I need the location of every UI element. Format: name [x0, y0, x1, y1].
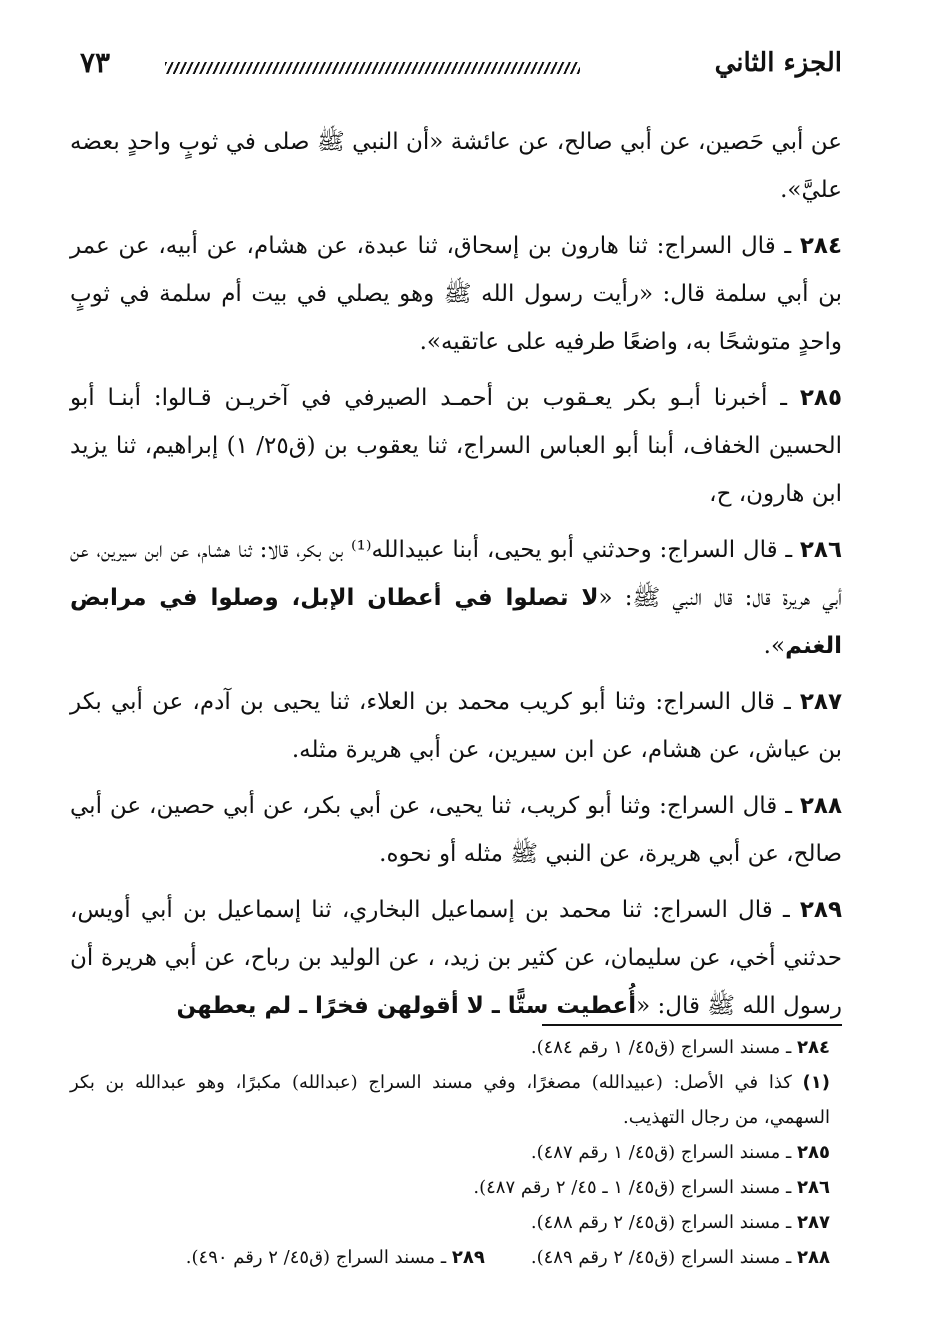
footnote-number: ٢٨٥ [797, 1142, 830, 1163]
footnote-number: ٢٨٩ [451, 1247, 485, 1268]
hadith-text: ـ أخبرنا أبـو بكر يعـقوب بن أحمـد الصيرفي في آخريـن قـالوا: أبنـا أبو الحسين الخفاف، أبنا أبو العباس السراج، ثنا يعقوب بن (ق٢٥/ ١) إبراهيم، ثنا يزيد ابن هارون، ح، [70, 385, 843, 507]
hadith-paragraph [70, 678, 842, 774]
footnote-text: كذا في الأصل: (عبيدالله) مصغرًا، وفي مسند السراج (عبدالله) مكبرًا، وهو عبدالله بن بكر السهمي، من رجال التهذيب. [70, 1072, 830, 1128]
footnote [70, 1170, 830, 1205]
hadith-text: ـ قال السراج: وحدثني أبو يحيى، أبنا عبيدالله⁽¹⁾ بن بكر، قالا: ثنا هشام، عن ابن سيرين، عن أبي هريرة قال: قال النبي ﷺ: « [70, 537, 842, 611]
hadith-text: عن أبي حَصين، عن أبي صالح، عن عائشة «أن النبي ﷺ صلى في ثوبٍ واحدٍ بعضه عليَّ». [70, 129, 842, 203]
hadith-text: ـ قال السراج: وثنا أبو كريب، ثنا يحيى، عن أبي بكر، عن أبي حصين، عن أبي صالح، عن أبي هريرة، عن النبي ﷺ مثله أو نحوه. [70, 793, 842, 867]
hadith-paragraph [70, 886, 842, 1030]
footnote [70, 1065, 830, 1135]
hadith-paragraph [70, 222, 842, 366]
page-number: ٧٣ [80, 46, 111, 79]
footnote-text: ـ مسند السراج (ق٤٥/ ٢ رقم ٤٨٨). [530, 1212, 798, 1233]
hadith-number: ٢٨٧ [799, 689, 842, 715]
footnote [70, 1205, 830, 1240]
footnote [70, 1135, 830, 1170]
footnote-number: (١) [802, 1072, 830, 1093]
hadith-number: ٢٨٦ [799, 537, 843, 563]
footnote-text: ـ مسند السراج (ق٤٥/ ٢ رقم ٤٨٩). [530, 1247, 798, 1268]
hadith-number: ٢٨٨ [799, 793, 842, 819]
hadith-text: ـ قال السراج: ثنا هارون بن إسحاق، ثنا عبدة، عن هشام، عن أبيه، عن عمر بن أبي سلمة قال: «رأيت رسول الله ﷺ وهو يصلي في بيت أم سلمة في ثوبٍ واحدٍ متوشحًا به، واضعًا طرفيه على عاتقيه». [70, 233, 842, 355]
running-title: الجزء الثاني [714, 48, 842, 78]
header-decorative-rule [165, 62, 580, 74]
hadith-number: ٢٨٩ [799, 897, 842, 923]
footnote-text: ـ مسند السراج (ق٤٥/ ١ رقم ٤٨٤). [530, 1037, 798, 1058]
footnote-number: ٢٨٧ [797, 1212, 830, 1233]
footnote-text: ـ مسند السراج (ق٤٥/ ٢ رقم ٤٩٠). [185, 1247, 452, 1268]
footnote-number: ٢٨٨ [797, 1247, 830, 1268]
footnote-number: ٢٨٦ [797, 1177, 830, 1198]
footnote [70, 1030, 830, 1065]
hadith-text: ». [763, 633, 786, 659]
hadith-text: ـ قال السراج: وثنا أبو كريب محمد بن العلاء، ثنا يحيى بن آدم، عن أبي بكر بن عياش، عن هشام، عن ابن سيرين، عن أبي هريرة مثله. [70, 689, 842, 763]
hadith-number: ٢٨٤ [799, 233, 842, 259]
hadith-text: ـ قال السراج: ثنا محمد بن إسماعيل البخاري، ثنا إسماعيل بن أبي أويس، حدثني أخي، عن سليمان، عن كثير بن زيد، ، عن الوليد بن رباح، عن أبي هريرة أن رسول الله ﷺ قال: « [70, 897, 842, 1019]
hadith-paragraph [70, 118, 842, 214]
hadith-matn-bold: لا تصلوا في أعطان الإبل، وصلوا في مرابض الغنم [70, 585, 842, 659]
footnote [531, 1240, 830, 1275]
hadith-number: ٢٨٥ [799, 385, 842, 411]
hadith-paragraph [70, 526, 842, 670]
page-header [72, 48, 842, 92]
footnote-text: ـ مسند السراج (ق٤٥/ ١ ـ ٤٥/ ٢ رقم ٤٨٧). [473, 1177, 798, 1198]
footnote [186, 1240, 485, 1275]
hadith-paragraph [70, 782, 842, 878]
footnote-text: ـ مسند السراج (ق٤٥/ ١ رقم ٤٨٧). [530, 1142, 798, 1163]
hadith-paragraph [70, 374, 842, 518]
hadith-matn-bold: أُعطيت ستًّا ـ لا أقولهن فخرًا ـ لم يعطهن [176, 993, 637, 1019]
footnote-row [70, 1240, 830, 1275]
main-text [70, 118, 842, 1038]
footnote-separator [542, 1024, 842, 1026]
footnotes [70, 1030, 830, 1275]
footnote-number: ٢٨٤ [797, 1037, 830, 1058]
